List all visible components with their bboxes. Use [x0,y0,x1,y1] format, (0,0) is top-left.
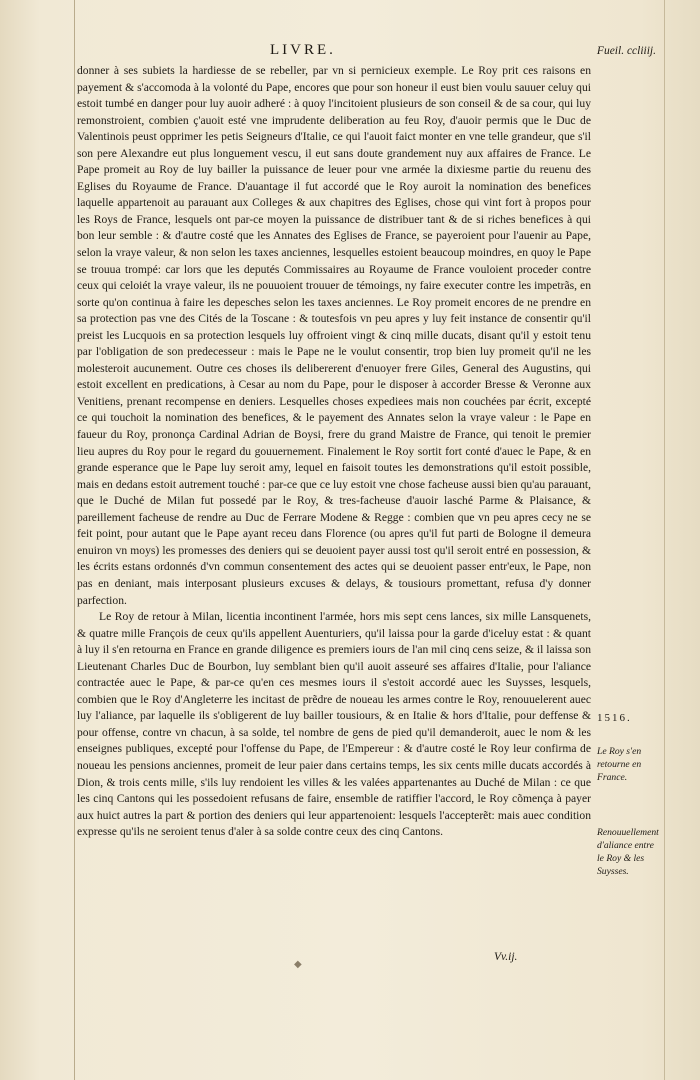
margin-note-return: Le Roy s'en retourne en France. [597,746,642,783]
page-header [74,40,664,64]
paragraph-1: donner à ses subiets la hardiesse de se rebeller, par vn si pernicieux exemple. Le Roy prit ces raisons en payement & s'accomoda à la volonté du Pape, encores que pour son honeur il eust bien voulu sauuer celuy qui estoit tumbé en danger pour luy auoir adheré : à quoy l'incitoient plusieurs de son conseil & de sa cour, qui luy remonstroient, combien ç'auoit esté vne imprudente deliberation au feu Roy, d'auoir permis que le Duc de Valentinois peust opprimer les petis Seigneurs d'Italie, ce qui l'auoit faict monter en vne telle grandeur, que s'il son pere Alexandre eut plus longuement vescu, il eut sans doute grandement nuy aux affaires de France. Le Pape promeit au Roy de luy bailler la puissance de leuer pour vne armée la dixiesme partie du reuenu des Eglises du Royaume de France. D'auantage il fut accordé que le Roy auroit la nomination des benefices laquelle appartenoit au parauant aux Colleges & aux chapitres des Eglises, chose qui vint fort à propos pour les Roys de France, lesquels ont par-ce moyen la puissance de distribuer tant & de si riches benefices à qui bon leur semble : & d'autre costé que les Annates des Eglises de France, se payeroient pour l'auenir au Pape, selon la vraye valeur, & non selon les taxes anciennes, lesquelles estoient beaucoup moindres, en quoy le Pape se trouua trompé: car lors que les deputés Commissaires au Royaume de France vouloient proceder contre ceux qui celoiét la vraye valeur, ils ne pouuoient trouuer de témoings, ny faire executer contre les impetrãs, en sorte qu'on continua à faire les depesches selon les taxes anciennes. Le Roy promeit encores de ne prendre en sa protection pas vne des Cités de la Toscane : & toutesfois vn peu apres y luy feit instance de consentir qu'il preist les Lucquois en sa protection lesquels luy offroient vingt & cinq mille ducats, disant qu'il y estoit tenu par l'obligation de son predecesseur : mais le Pape ne le voulut consentir, trop bien luy promeit qu'il ne les molesteroit aucunement. Outre ces choses ils delibererent d'enuoyer frere Giles, General des Augustins, qui estoit excellent en predications, à Cesar au nom du Pape, pour le disposer à accorder Bresse & Veronne aux Venitiens, prenant recompense en deniers. Lesquelles choses expediees mais non couchées par écrit, excepté ce qui touchoit la nomination des benefices, & le payement des Annates selon la vraye valeur : le Pape en faueur du Roy, prononça Cardinal Adrian de Boysi, frere du grand Maistre de France, qui tenoit le premier lieu aupres du Roy pour le regard du gouuernement. Finalement le Roy sortit fort conté d'auec le Pape, & en grande esperance que le Pape luy seroit amy, lequel en faisoit toutes les demonstrations qu'il estoit possible, mais en dedans estoit autrement touché : par-ce que ce luy estoit vne chose facheuse aussi bien qu'au parauant, que le Duché de Milan fut possedé par le Roy, & tres-facheuse d'auoir lasché Parme & Plaisance, & pareillement facheuse de rendre au Duc de Ferrare Modene & Regge : combien que vn peu apres cecy ne se feit point, pour autant que le Pape ayant receu dans Florence (ou apres qu'il fut parti de Bologne il demeura enuiron vn moys) les promesses des deniers qui se deuoient payer aussi tost qu'il seroit entré en possession, & les écrits estans ordonnés d'vn commun consentement des actes qui se deuoient passer entr'eux, le Pape, non pas en deniant, mais interposant plusieurs excuses & delays, & tousiours promettant, refusa d'y donner parfection. [77,64,591,607]
folio-number: Fueil. ccliiij. [596,45,656,57]
paragraph-2: Le Roy de retour à Milan, licentia incontinent l'armée, hors mis sept cens lances, six mille Lansquenets, & quatre mille François de ceux qu'ils appellent Auenturiers, qu'il laissa pour la garde d'iceluy estat : & quant à luy il s'en retourna en France en grande diligence es premiers iours de l'an mil cinq cens seize, & il laissa son Lieutenant Charles Duc de Bourbon, luy semblant bien qu'il auoit asseuré ses affaires d'Italie, pour l'aliance contractée auec le Pape, & par-ce qu'en ces mesmes iours il s'estoit accordé auec les Suysses, lesquels, combien que le Roy d'Angleterre les incitast de prẽdre de noueau les armes contre le Roy, renouuelerent auec luy l'aliance, par laquelle ils s'obligerent de luy bailler tousiours, & en Italie & hors d'Italie, pour deffense & pour offense, contre vn chacun, à sa solde, tel nombre de gens de pied qu'il demanderoit, auec le nom & les enseignes publiques, excepté pour l'offense du Pape, de l'Empereur : & d'autre costé le Roy leur confirma de noueau les pensions anciennes, promeit de leur paier dans certains temps, les six cents mille ducats accordés à Dion, & trois cents mille, s'ils luy rendoient les villes & les valées appartenantes au Duché de Milan : ce que les cinq Cantons qui les possedoient refusans de faire, ensemble de ratiffier l'accord, le Roy cõmença à payer aux huict autres la part & portion des deniers qui leur appartenoient: lesquels l'accepterẽt: mais auec condition expresse qu'ils ne seroient tenus d'aler à sa solde contre ceux des cinq Cantons. [77,610,591,839]
running-head: LIVRE. [270,42,336,58]
main-text-block [77,63,591,841]
right-frame-rule [664,0,665,1080]
margin-year: 1516. [597,712,632,724]
left-frame-rule [74,0,75,1080]
signature-mark: Vv.ij. [494,951,518,963]
printer-ornament-mark: ◆ [294,959,302,970]
margin-note-alliance: Renouuellement d'aliance entre le Roy & les Suysses. [597,827,659,877]
